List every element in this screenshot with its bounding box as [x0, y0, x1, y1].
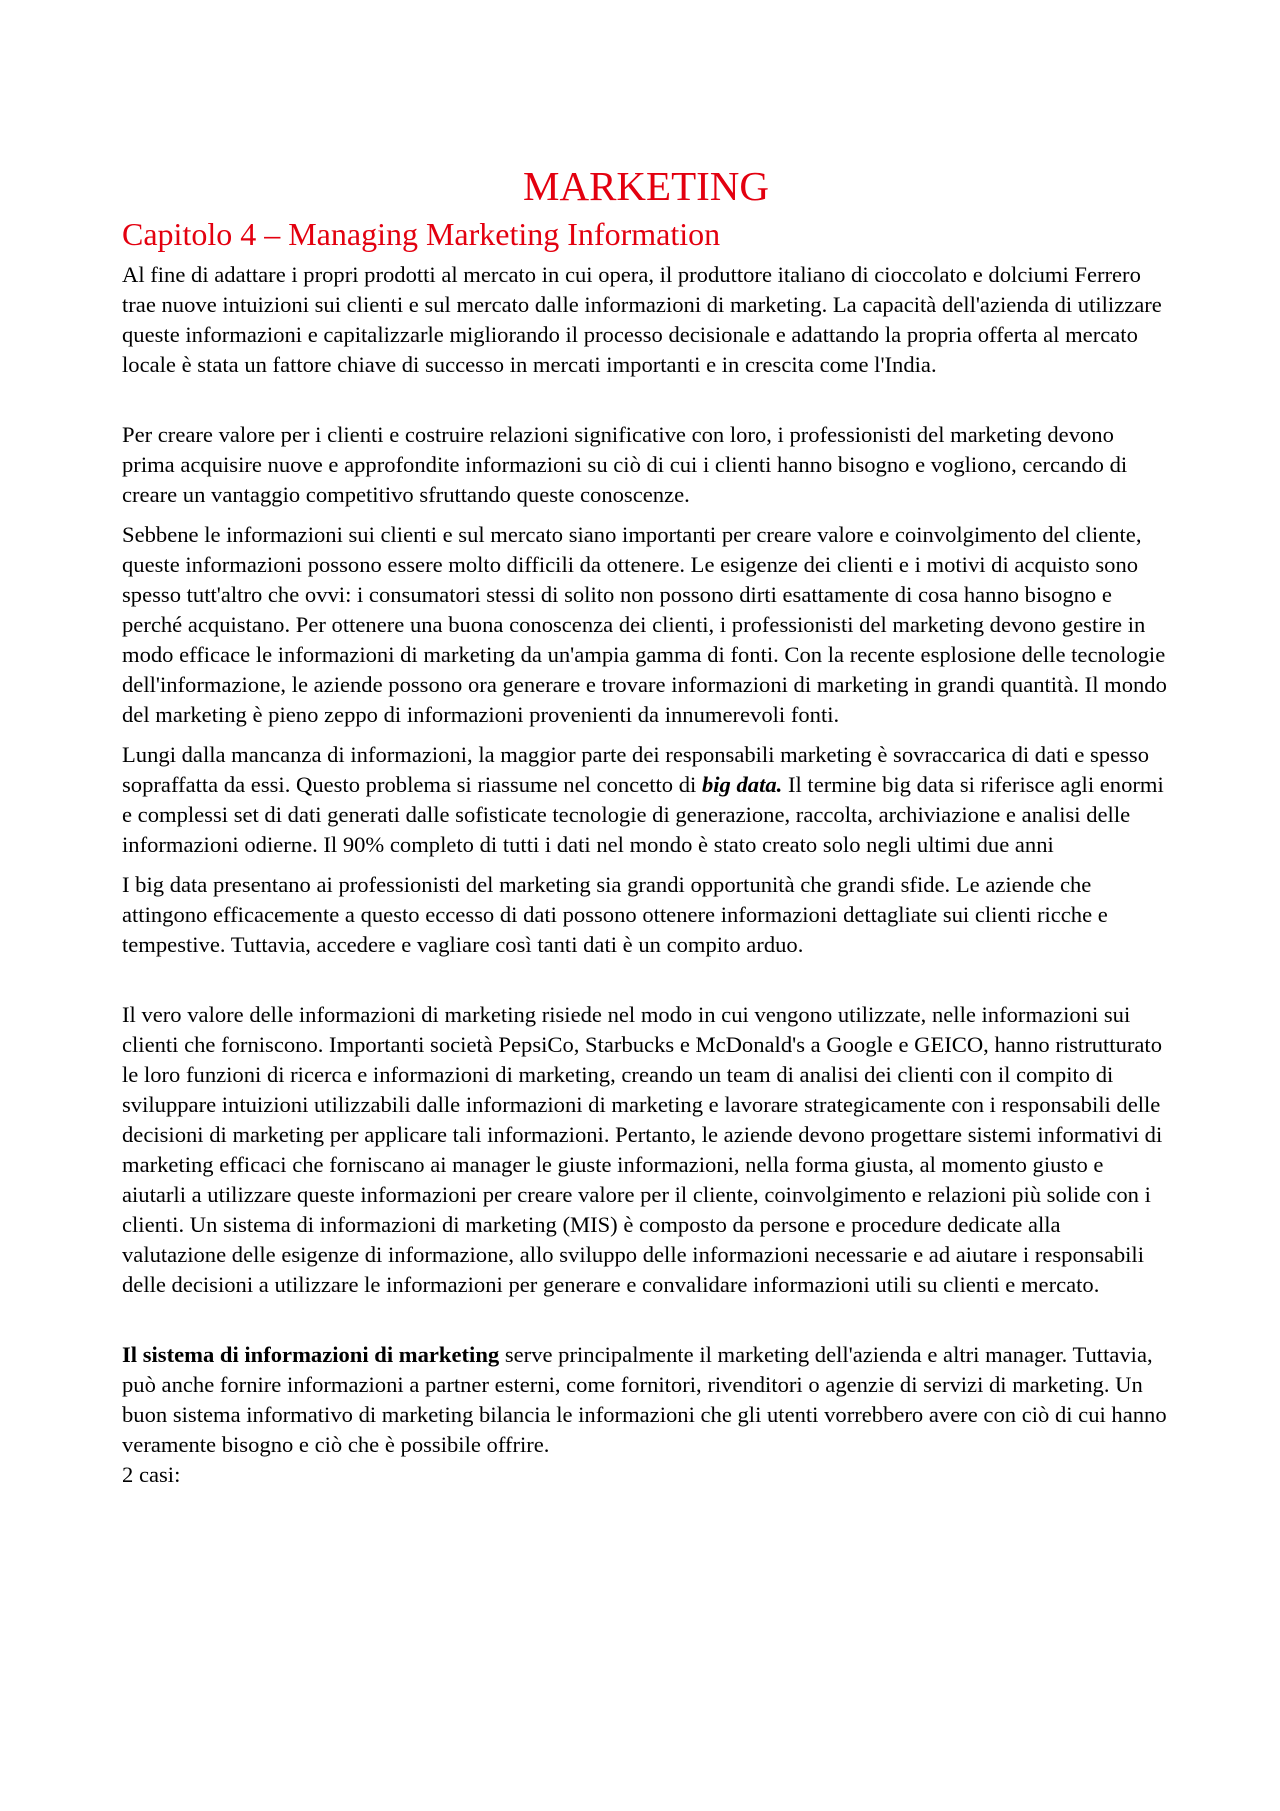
mis-bold-lead: Il sistema di informazioni di marketing — [122, 1341, 500, 1367]
chapter-heading: Capitolo 4 – Managing Marketing Information — [122, 216, 721, 253]
document-page — [122, 150, 1170, 1490]
paragraph-mis: Il vero valore delle informazioni di marketing risiede nel modo in cui vengono utilizzate, nelle informazioni sui clienti che forniscono. Importanti società PepsiCo, Starbucks e McDonald's a Google e GEICO, hanno ristrutturato le loro funzioni di ricerca e informazioni di marketing, creando un team di analisi dei clienti con il compito di sviluppare intuizioni utilizzabili dalle informazioni di marketing e lavorare strategicamente con i responsabili delle decisioni di marketing per applicare tali informazioni. Pertanto, le aziende devono progettare sistemi informativi di marketing efficaci che forniscano ai manager le giuste informazioni, nella forma giusta, al momento giusto e aiutarli a utilizzare queste informazioni per creare valore per il cliente, coinvolgimento e relazioni più solide con i clienti. Un sistema di informazioni di marketing (MIS) è composto da persone e procedure dedicate alla valutazione delle esigenze di informazione, allo sviluppo delle informazioni necessarie e ad aiutare i responsabili delle decisioni a utilizzare le informazioni per generare e convalidare informazioni utili su clienti e mercato. — [122, 1001, 1163, 1297]
paragraph-big-data — [122, 740, 1170, 860]
big-data-text-after: Il termine big data si riferisce agli enormi e complessi set di dati generati dalle sofisticate tecnologie di generazione, raccolta, archiviazione e analisi delle informazioni odierne. Il 90% completo di tutti i dati nel mondo è stato creato solo negli ultimi due anni — [122, 771, 1164, 857]
paragraph-market-information: Sebbene le informazioni sui clienti e sul mercato siano importanti per creare valore e coinvolgimento del cliente, queste informazioni possono essere molto difficili da ottenere. Le esigenze dei clienti e i motivi di acquisto sono spesso tutt'altro che ovvi: i consumatori stessi di solito non possono dirti esattamente di cosa hanno bisogno e perché acquistano. Per ottenere una buona conoscenza dei clienti, i professionisti del marketing devono gestire in modo efficace le informazioni di marketing da un'ampia gamma di fonti. Con la recente esplosione delle tecnologie dell'informazione, le aziende possono ora generare e trovare informazioni di marketing in grandi quantità. Il mondo del marketing è pieno zeppo di informazioni provenienti da innumerevoli fonti. — [122, 521, 1167, 727]
paragraph-customer-value: Per creare valore per i clienti e costruire relazioni significative con loro, i professionisti del marketing devono prima acquisire nuove e approfondite informazioni su ciò di cui i clienti hanno bisogno e vogliono, cercando di creare un vantaggio competitivo sfruttando queste conoscenze. — [122, 421, 1128, 507]
paragraph-big-data-challenges: I big data presentano ai professionisti del marketing sia grandi opportunità che grandi sfide. Le aziende che attingono efficacemente a questo eccesso di dati possono ottenere informazioni dettagliate sui clienti ricche e tempestive. Tuttavia, accedere e vagliare così tanti dati è un compito arduo. — [122, 871, 1108, 957]
paragraph-intro: Al fine di adattare i propri prodotti al mercato in cui opera, il produttore italiano di cioccolato e dolciumi Ferrero trae nuove intuizioni sui clienti e sul mercato dalle informazioni di marketing. La capacità dell'azienda di utilizzare queste informazioni e capitalizzarle migliorando il processo decisionale e adattando la propria offerta al mercato locale è stata un fattore chiave di successo in mercati importanti e in crescita come l'India. — [122, 261, 1162, 377]
big-data-text-before: Lungi dalla mancanza di informazioni, la maggior parte dei responsabili marketing è sovraccarica di dati e spesso sopraffatta da essi. Questo problema si riassume nel concetto di — [122, 741, 1150, 797]
document-title: MARKETING — [523, 163, 769, 209]
mis-users-text: serve principalmente il marketing dell'azienda e altri manager. Tuttavia, può anche fornire informazioni a partner esterni, come fornitori, rivenditori o agenzie di servizi di marketing. Un buon sistema informativo di marketing bilancia le informazioni che gli utenti vorrebbero avere con ciò di cui hanno veramente bisogno e ciò che è possibile offrire. — [122, 1341, 1167, 1457]
paragraph-mis-users — [122, 1340, 1170, 1490]
big-data-term: big data. — [701, 771, 783, 797]
cases-label: 2 casi: — [122, 1461, 181, 1487]
